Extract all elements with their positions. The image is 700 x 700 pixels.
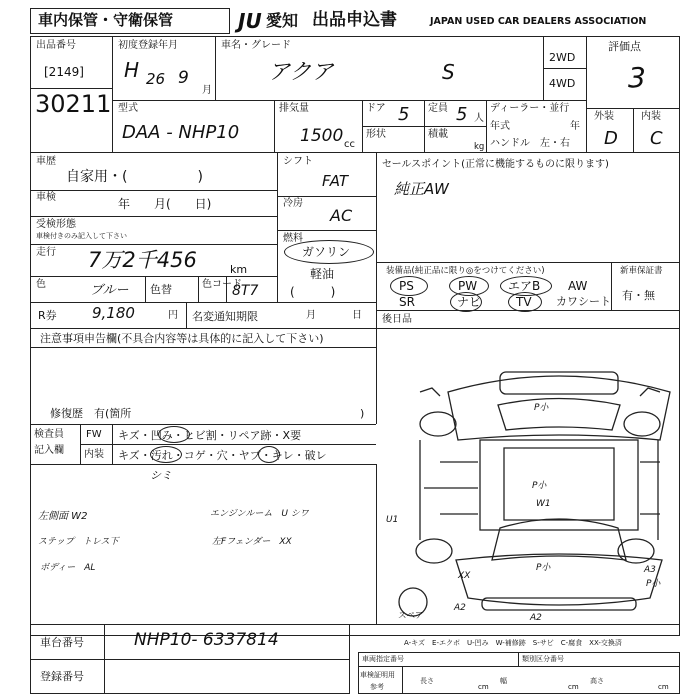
model-code: DAA - NHP10: [122, 122, 240, 143]
year-label: 年式: [490, 121, 510, 132]
divider: [104, 624, 105, 694]
left-mirror: [420, 388, 440, 396]
notes-label: 注意事項申告欄(不具合内容等は具体的に記入して下さい): [40, 332, 324, 345]
cert-box: [358, 652, 680, 694]
width-unit: cm: [568, 683, 579, 691]
mileage-unit: km: [230, 263, 248, 276]
rear-label: 後日品: [382, 314, 412, 325]
history-label: 車歴: [36, 156, 56, 167]
exterior-label: 外装: [594, 111, 614, 122]
displacement-unit: cc: [344, 139, 355, 150]
equipment-ps: PS: [399, 279, 414, 293]
lot-number: 30211: [35, 90, 112, 118]
mileage-value: 7万2千456: [88, 248, 197, 272]
seats-unit: 人: [474, 113, 484, 124]
interior-items: キズ・汚れ・コゲ・穴・ヤブ・キレ・破レ: [118, 449, 327, 462]
selling-points-label: セールスポイント(正常に機能するものに限ります): [382, 159, 609, 170]
color-label: 色: [36, 279, 46, 290]
divider: [518, 652, 519, 666]
exterior-grade: D: [604, 128, 618, 149]
left-side: [420, 440, 478, 540]
receive-label: 受検形態: [36, 219, 76, 230]
displacement-value: 1500: [300, 126, 344, 146]
mark-hood: P小: [534, 403, 549, 413]
capacity-label: 積載: [428, 129, 448, 140]
remark-right-2: 左Fフェンダー XX: [212, 537, 292, 547]
fuel-other: ( ): [290, 285, 336, 299]
chassis-number: NHP10- 6337814: [134, 630, 279, 650]
color-code-value: 8T7: [232, 283, 259, 299]
registration-label: 初度登録年月: [118, 40, 178, 51]
lot-label: 出品番号: [36, 40, 76, 51]
divider: [30, 659, 350, 660]
color-value: ブルー: [90, 283, 129, 298]
spare-label: スペア: [398, 611, 424, 621]
remark-left-2: ステップ トレス下: [38, 537, 119, 547]
designated-label: 車両指定番号: [362, 655, 404, 663]
chassis-label: 車台番号: [40, 636, 84, 649]
reference-label: 参考: [370, 683, 384, 691]
ju-logo: JU: [238, 9, 262, 33]
equipment-seat: カワシート: [556, 295, 611, 308]
mark-roof-w: W1: [536, 499, 551, 509]
height-unit: cm: [658, 683, 669, 691]
windshield: [498, 399, 620, 431]
length-unit: cm: [478, 683, 489, 691]
mark-left-u: U1: [386, 515, 399, 525]
warranty-value: 有・無: [622, 289, 655, 302]
registration-month-unit: 月: [202, 85, 212, 96]
vehicle-name: アクア: [268, 60, 334, 85]
mark-roof: P小: [532, 481, 547, 491]
right-side: [640, 440, 660, 540]
vehicle-grade: S: [442, 60, 455, 84]
association-name: JAPAN USED CAR DEALERS ASSOCIATION: [430, 16, 647, 27]
wheel-front-right: [624, 412, 660, 436]
recycle-value: 9,180: [92, 304, 135, 322]
equipment-tv: TV: [516, 295, 532, 309]
repair-end: ): [360, 407, 365, 420]
interior-check-label: 内装: [84, 449, 104, 460]
divider: [402, 666, 403, 694]
notice-month: 月: [306, 310, 316, 321]
receive-note: 車検付きのみ記入して下さい: [36, 232, 127, 240]
inspection-label: 車検: [36, 192, 56, 203]
interior-label: 内装: [641, 111, 661, 122]
equipment-airbag: エアB: [508, 279, 541, 293]
damage-legend: A-キズ E-エクボ U-凹み W-補修跡 S-サビ C-腐食 XX-交換済: [404, 639, 622, 647]
equipment-navi: ナビ: [457, 295, 482, 309]
repair-label: 修復歴 有(箇所: [50, 407, 132, 420]
registration-number-label: 登録番号: [40, 670, 84, 683]
inspection-value: 年 月( 日): [118, 197, 212, 211]
notice-label: 名変通知期限: [192, 310, 258, 323]
color-change-label: 色替: [150, 283, 172, 296]
mileage-label: 走行: [36, 247, 56, 258]
doc-title: 出品申込書: [312, 10, 397, 30]
handle-label: ハンドル 左・右: [490, 138, 570, 149]
color-code-label: 色コード: [202, 279, 242, 290]
right-mirror: [640, 388, 660, 396]
drive-2wd: 2WD: [549, 51, 576, 64]
category-label: 類別区分番号: [522, 655, 564, 663]
ac-value: AC: [330, 206, 353, 225]
remark-right-1: エンジンルーム U シワ: [210, 509, 309, 519]
length-label: 長さ: [420, 677, 434, 685]
seats-value: 5: [456, 104, 468, 125]
brand-name: 愛知: [266, 11, 299, 30]
shift-label: シフト: [283, 156, 313, 167]
equipment-sr: SR: [399, 295, 415, 309]
height-label: 高さ: [590, 677, 604, 685]
wheel-rear-left: [416, 539, 452, 563]
rating-label: 評価点: [608, 40, 641, 53]
fuel-label: 燃料: [283, 233, 303, 244]
mark-rear-a2: A2: [530, 613, 542, 623]
seats-label: 定員: [428, 103, 448, 114]
registration-month: 9: [178, 68, 189, 88]
vehicle-name-label: 車名・グレード: [221, 40, 291, 51]
type-label: 型式: [118, 103, 138, 114]
recycle-label: R券: [38, 309, 57, 322]
interior-grade: C: [650, 128, 663, 149]
mark-right-p: P小: [646, 579, 661, 589]
fuel-gasoline: ガソリン: [302, 245, 351, 259]
fw-label: FW: [86, 429, 102, 440]
equipment-pw: PW: [458, 279, 478, 293]
inspector-label: 検査員: [34, 429, 64, 440]
fuel-diesel: 軽油: [310, 267, 335, 281]
selling-points-value: 純正AW: [394, 180, 449, 198]
width-label: 幅: [500, 677, 507, 685]
registration-year: 26: [146, 70, 166, 88]
remark-left-1: 左側面 W2: [38, 511, 88, 522]
inspector-entry-label: 記入欄: [34, 445, 64, 456]
cert-label: 車検証明用: [360, 671, 395, 679]
warranty-label: 新車保証書: [620, 266, 663, 276]
dealer-label: ディーラー・並行: [490, 103, 570, 114]
notice-day: 日: [352, 310, 362, 321]
remark-left-3: ボディー AL: [40, 563, 96, 573]
capacity-unit: kg: [474, 142, 485, 152]
mark-left-a2: A2: [454, 603, 466, 613]
divider: [358, 666, 680, 667]
registration-era: H: [124, 58, 140, 82]
doors-value: 5: [398, 104, 410, 125]
doors-label: ドア: [366, 103, 386, 114]
recycle-unit: 円: [168, 310, 178, 321]
mark-trunk: P小: [536, 563, 551, 573]
rating-score: 3: [628, 61, 646, 94]
roof: [504, 448, 614, 520]
drive-4wd: 4WD: [549, 77, 576, 90]
history-value: 自家用・( ): [66, 169, 203, 185]
year-unit: 年: [570, 121, 580, 132]
front-section: [448, 376, 670, 440]
fw-items: キズ・凹み・ヒビ割・リペア跡・X要: [118, 429, 302, 442]
hood-panel: [500, 372, 618, 394]
mark-left-xx: XX: [458, 571, 471, 581]
shift-value: FAT: [322, 172, 349, 190]
displacement-label: 排気量: [279, 103, 309, 114]
shimi-note: シミ: [150, 469, 172, 482]
mark-right-a3: A3: [644, 565, 656, 575]
ac-label: 冷房: [283, 198, 303, 209]
lot-bracket: [2149]: [44, 65, 84, 79]
storage-title: 車内保管・守衛保管: [38, 11, 174, 29]
equipment-label: 装備品(純正品に限り◎をつけてください): [386, 266, 545, 276]
wheel-front-left: [420, 412, 456, 436]
rear-bumper: [482, 598, 636, 610]
equipment-aw: AW: [568, 279, 588, 293]
shape-label: 形状: [366, 129, 386, 140]
